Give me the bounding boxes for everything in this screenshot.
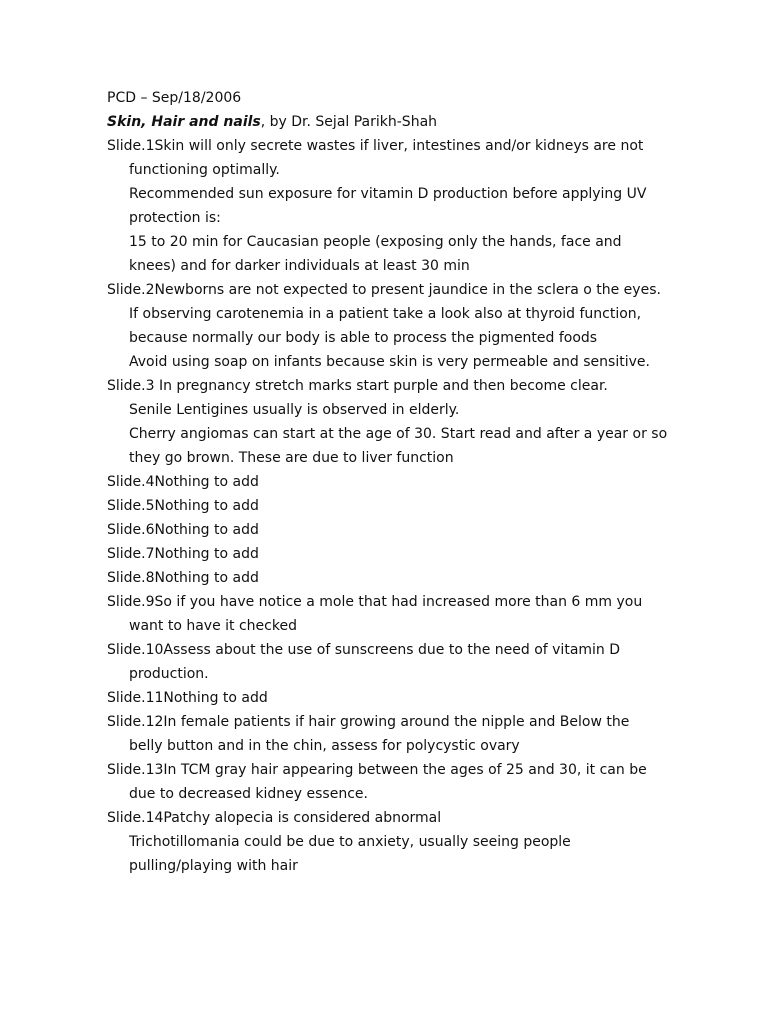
note-line: Avoid using soap on infants because skin is very permeable and sensitive. bbox=[129, 354, 650, 370]
title-topic: Skin, Hair and nails bbox=[107, 114, 261, 130]
note-line: because normally our body is able to process the pigmented foods bbox=[129, 330, 598, 346]
document-title bbox=[107, 110, 727, 134]
note-line: pulling/playing with hair bbox=[129, 858, 298, 874]
note-line: Slide.9So if you have notice a mole that had increased more than 6 mm you bbox=[107, 594, 643, 610]
note-line: Slide.3 In pregnancy stretch marks start purple and then become clear. bbox=[107, 378, 608, 394]
note-line: due to decreased kidney essence. bbox=[129, 786, 368, 802]
note-line: protection is: bbox=[129, 210, 221, 226]
note-line: want to have it checked bbox=[129, 618, 297, 634]
title-author: , by Dr. Sejal Parikh-Shah bbox=[260, 114, 438, 130]
note-line: production. bbox=[129, 666, 209, 682]
note-line: Slide.1Skin will only secrete wastes if liver, intestines and/or kidneys are not bbox=[107, 138, 644, 154]
note-line: Slide.2Newborns are not expected to present jaundice in the sclera o the eyes. bbox=[107, 282, 661, 298]
note-line: Recommended sun exposure for vitamin D production before applying UV bbox=[129, 186, 647, 202]
note-line: Slide.7Nothing to add bbox=[107, 546, 259, 562]
note-line: Cherry angiomas can start at the age of 30. Start read and after a year or so bbox=[129, 426, 668, 442]
note-line: functioning optimally. bbox=[129, 162, 280, 178]
note-line: Slide.4Nothing to add bbox=[107, 474, 259, 490]
note-line: Slide.5Nothing to add bbox=[107, 498, 259, 514]
note-line: Slide.12In female patients if hair growing around the nipple and Below the bbox=[107, 714, 630, 730]
note-line: Slide.10Assess about the use of sunscreens due to the need of vitamin D bbox=[107, 642, 621, 658]
document-header: PCD – Sep/18/2006 bbox=[107, 90, 242, 106]
note-line: they go brown. These are due to liver function bbox=[129, 450, 454, 466]
note-line: Slide.8Nothing to add bbox=[107, 570, 259, 586]
note-line: Slide.14Patchy alopecia is considered abnormal bbox=[107, 810, 442, 826]
note-line: Slide.13In TCM gray hair appearing between the ages of 25 and 30, it can be bbox=[107, 762, 647, 778]
note-line: Slide.11Nothing to add bbox=[107, 690, 268, 706]
note-line: knees) and for darker individuals at least 30 min bbox=[129, 258, 470, 274]
note-line: 15 to 20 min for Caucasian people (exposing only the hands, face and bbox=[129, 234, 622, 250]
note-line: If observing carotenemia in a patient take a look also at thyroid function, bbox=[129, 306, 642, 322]
note-line: Senile Lentigines usually is observed in elderly. bbox=[129, 402, 460, 418]
document-body bbox=[107, 86, 727, 878]
note-line: belly button and in the chin, assess for polycystic ovary bbox=[129, 738, 520, 754]
notes-list bbox=[107, 134, 727, 878]
note-line: Trichotillomania could be due to anxiety, usually seeing people bbox=[129, 834, 571, 850]
note-line: Slide.6Nothing to add bbox=[107, 522, 259, 538]
